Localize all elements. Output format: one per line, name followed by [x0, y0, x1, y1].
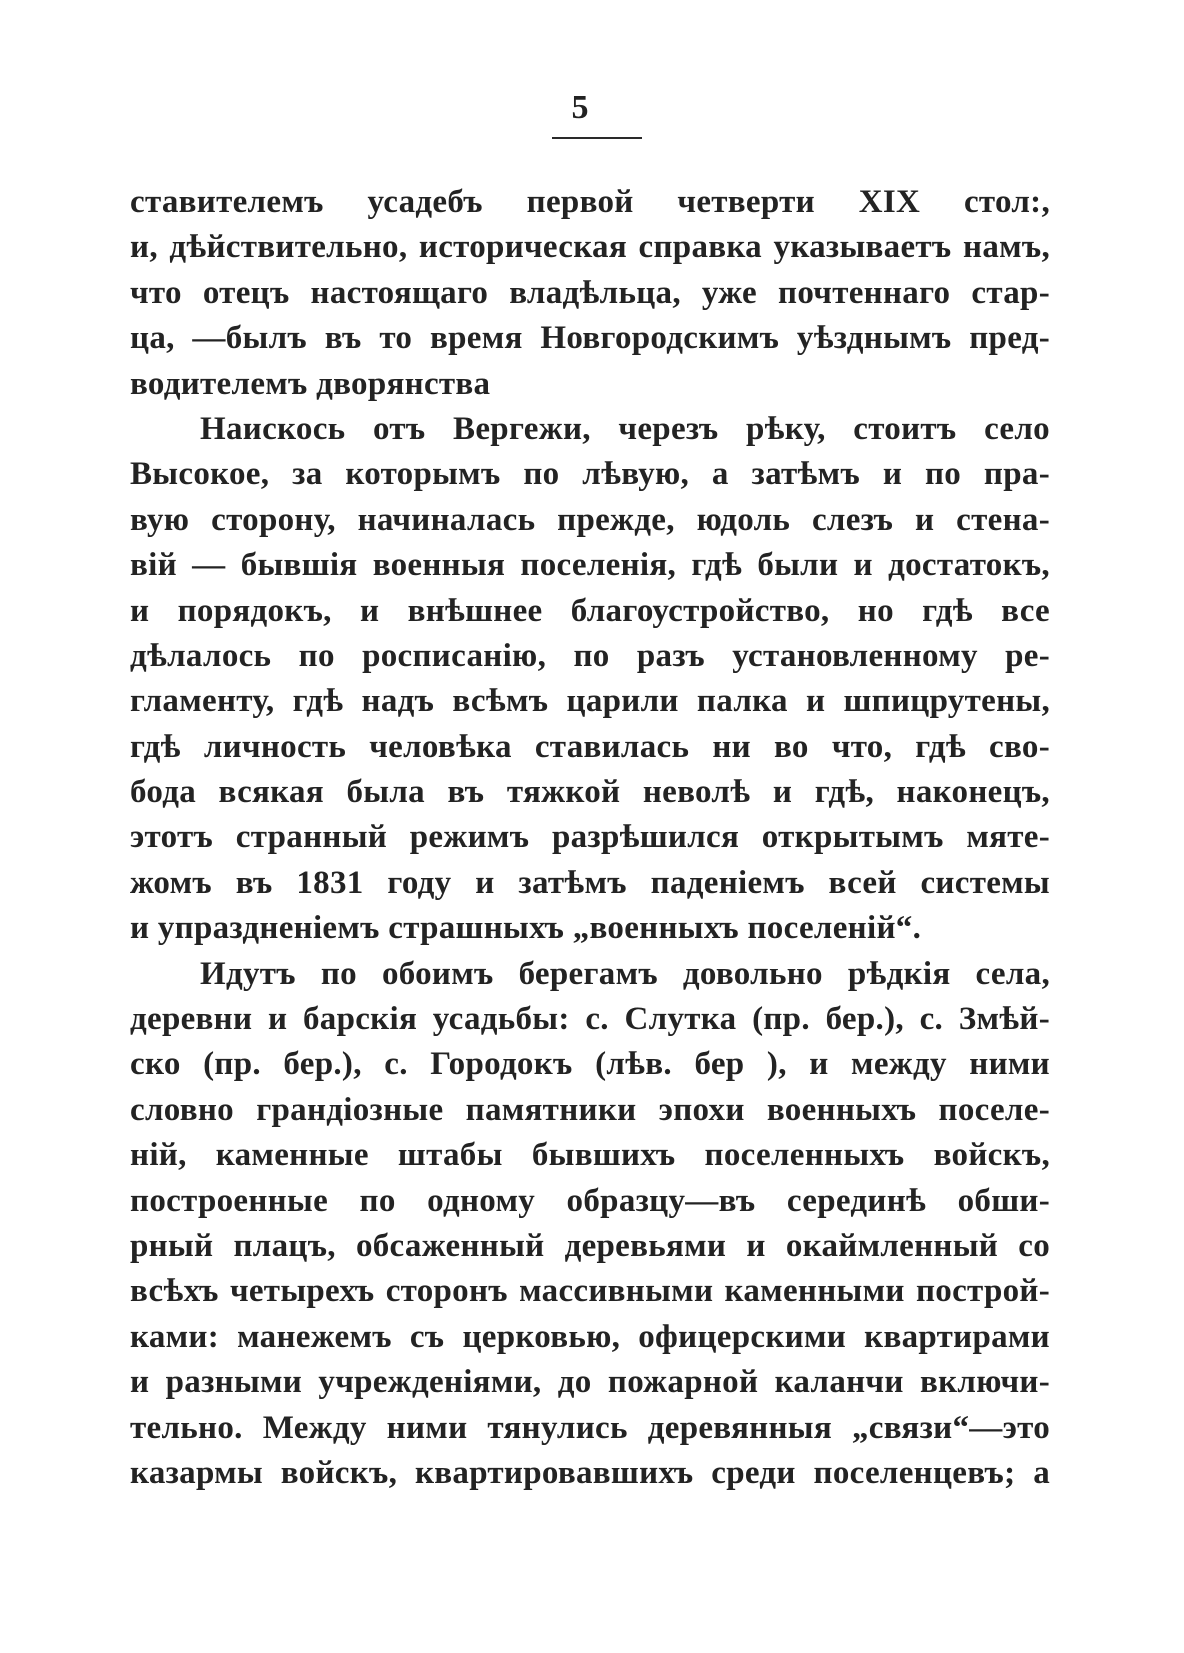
text-line: тельно. Между ними тянулись деревянныя „связи“—это: [130, 1409, 1050, 1446]
text-line: что отецъ настоящаго владѣльца, уже почтеннаго стар-: [130, 274, 1050, 311]
text-line: жомъ въ 1831 году и затѣмъ паденіемъ всей системы: [130, 864, 1050, 901]
text-line: и разными учрежденіями, до пожарной каланчи включи-: [130, 1364, 1050, 1401]
text-line: рный плацъ, обсаженный деревьями и окаймленный со: [130, 1227, 1050, 1264]
text-line: казармы войскъ, квартировавшихъ среди поселенцевъ; а: [130, 1454, 1050, 1491]
text-line: ставителемъ усадебъ первой четверти XIX стол:,: [130, 184, 1050, 220]
page-number-rule: [552, 137, 642, 139]
text-line: гламенту, гдѣ надъ всѣмъ царили палка и шпицрутены,: [130, 683, 1050, 720]
text-line: ца, —былъ въ то время Новгородскимъ уѣзднымъ пред-: [130, 320, 1050, 357]
text-line: Идутъ по обоимъ берегамъ довольно рѣдкія села,: [200, 955, 1050, 992]
page-number: 5: [571, 89, 589, 126]
text-line: словно грандіозные памятники эпохи военныхъ поселе-: [130, 1091, 1050, 1128]
text-line: водителемъ дворянства: [130, 365, 491, 402]
text-line: ско (пр. бер.), с. Городокъ (лѣв. бер ), и между ними: [130, 1046, 1050, 1083]
text-line: деревни и барскія усадьбы: с. Слутка (пр. бер.), с. Змѣй-: [130, 1001, 1050, 1038]
text-line: и порядокъ, и внѣшнее благоустройство, но гдѣ все: [130, 592, 1050, 629]
text-line: ками: манежемъ съ церковью, офицерскими квартирами: [130, 1318, 1050, 1355]
text-line: вій — бывшія военныя поселенія, гдѣ были и достатокъ,: [130, 547, 1050, 584]
text-line: гдѣ личность человѣка ставилась ни во что, гдѣ сво-: [130, 728, 1050, 765]
text-line: всѣхъ четырехъ сторонъ массивными каменными построй-: [130, 1273, 1050, 1310]
text-line: ній, каменные штабы бывшихъ поселенныхъ войскъ,: [130, 1137, 1050, 1174]
body-text: [130, 180, 1050, 1496]
text-line: Высокое, за которымъ по лѣвую, а затѣмъ и по пра-: [130, 456, 1050, 493]
text-line: и упраздненіемъ страшныхъ „военныхъ поселеній“.: [130, 910, 922, 947]
text-line: вую сторону, начиналась прежде, юдоль слезъ и стена-: [130, 501, 1050, 538]
text-line: и, дѣйствительно, историческая справка указываетъ намъ,: [130, 229, 1050, 266]
text-line: Наискось отъ Вергежи, черезъ рѣку, стоитъ село: [200, 410, 1050, 447]
text-line: дѣлалось по росписанію, по разъ установленному ре-: [130, 637, 1050, 674]
text-line: этотъ странный режимъ разрѣшился открытымъ мяте-: [130, 819, 1050, 856]
text-line: бода всякая была въ тяжкой неволѣ и гдѣ, наконецъ,: [130, 774, 1050, 811]
text-line: построенные по одному образцу—въ серединѣ обши-: [130, 1182, 1050, 1219]
